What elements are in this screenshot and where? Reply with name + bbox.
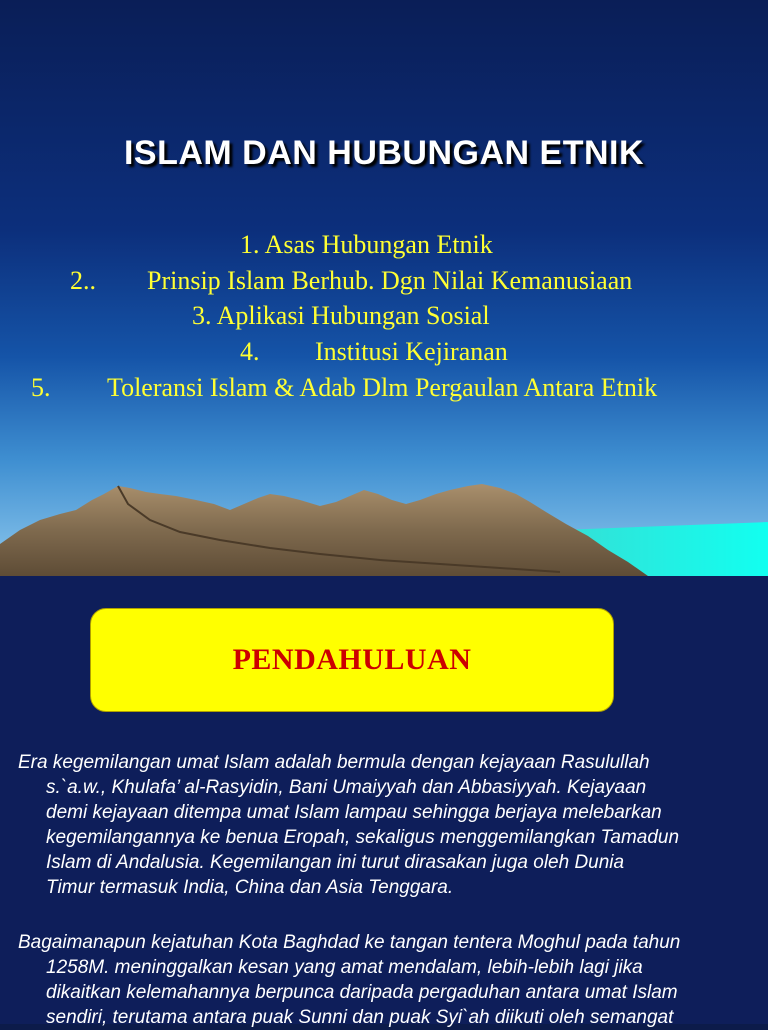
paragraph-line: Timur termasuk India, China dan Asia Tenggara. [46, 877, 454, 898]
topic-text: Toleransi Islam & Adab Dlm Pergaulan Antara Etnik [107, 373, 658, 402]
topic-item-3 [192, 303, 490, 329]
paragraph-line: dikaitkan kelemahannya berpunca daripada pergaduhan antara umat Islam [46, 982, 678, 1003]
paragraph-line: demi kejayaan ditempa umat Islam lampau sehingga berjaya melebarkan [46, 802, 662, 823]
paragraph-line: kegemilangannya ke benua Eropah, sekaligus menggemilangkan Tamadun [46, 827, 680, 848]
topic-text: Institusi Kejiranan [315, 337, 508, 366]
topic-item-5 [31, 373, 658, 402]
slide-title: ISLAM DAN HUBUNGAN ETNIK [123, 134, 645, 172]
topic-number: 2.. [70, 266, 96, 295]
topic-text: Aplikasi Hubungan Sosial [216, 301, 490, 330]
topic-number: 4. [240, 337, 260, 366]
mountain-landscape-illustration [0, 470, 768, 576]
paragraph-line: Bagaimanapun kejatuhan Kota Baghdad ke tangan tentera Moghul pada tahun [18, 932, 681, 953]
topic-item-2 [70, 266, 633, 295]
topic-number: 5. [31, 373, 51, 402]
paragraph-line: s.`a.w., Khulafa’ al-Rasyidin, Bani Umaiyyah dan Abbasiyyah. Kejayaan [46, 777, 647, 798]
paragraph-line: Era kegemilangan umat Islam adalah bermula dengan kejayaan Rasulullah [18, 752, 650, 773]
topic-number: 1. [240, 230, 260, 259]
paragraph-line: Islam di Andalusia. Kegemilangan ini turut dirasakan juga oleh Dunia [46, 852, 625, 873]
topic-item-1 [240, 232, 493, 258]
topic-text: Prinsip Islam Berhub. Dgn Nilai Kemanusiaan [147, 266, 633, 295]
paragraph-1 [18, 750, 763, 900]
paragraph-line: 1258M. meninggalkan kesan yang amat mendalam, lebih-lebih lagi jika [46, 957, 643, 978]
topic-number: 3. [192, 301, 212, 330]
paragraph-2 [18, 930, 763, 1030]
section-heading: PENDAHULUAN [232, 643, 472, 676]
topic-text: Asas Hubungan Etnik [264, 230, 493, 259]
topic-item-4 [240, 337, 508, 366]
mountain-range [0, 484, 648, 576]
heading-box [90, 608, 614, 712]
paragraph-line: sendiri, terutama antara puak Sunni dan puak Syi`ah diikuti oleh semangat [46, 1007, 674, 1028]
